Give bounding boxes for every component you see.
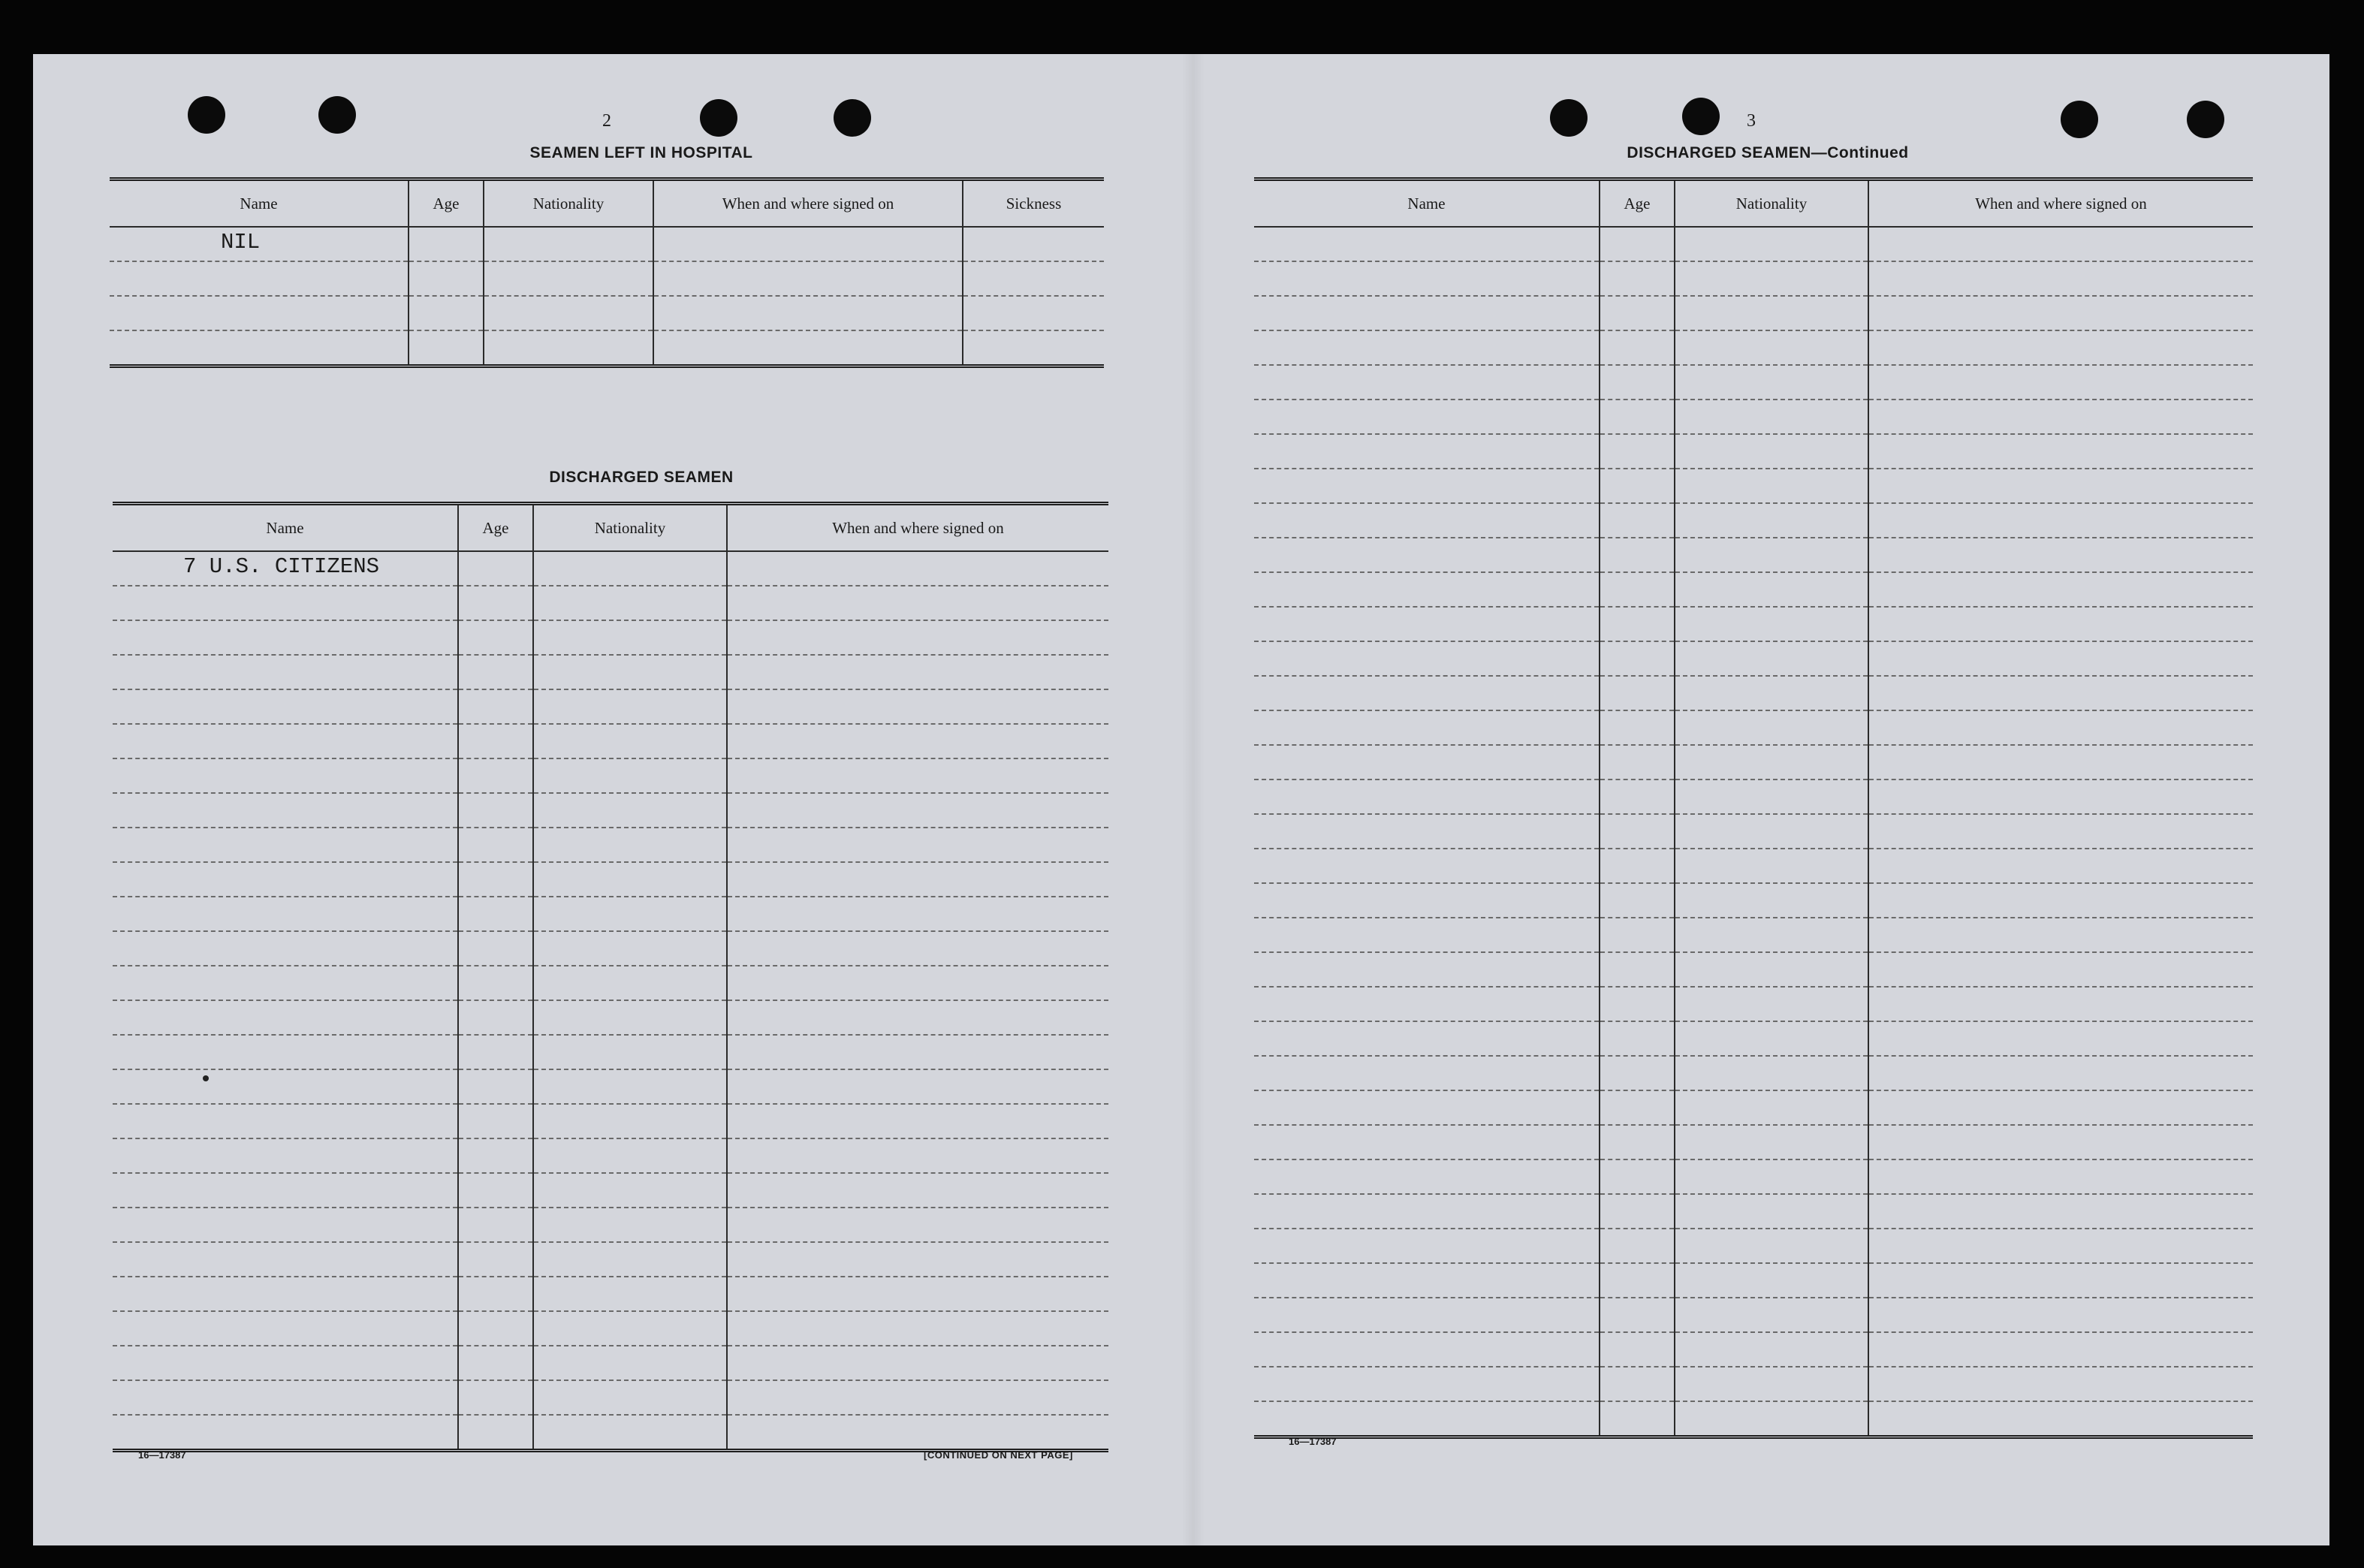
ink-dot xyxy=(203,1075,209,1081)
table-row xyxy=(1254,503,2253,538)
table-row xyxy=(1254,1056,2253,1090)
table-row xyxy=(1254,607,2253,641)
col-signed-on-header: When and where signed on xyxy=(653,179,963,228)
table-row xyxy=(1254,883,2253,918)
table-row xyxy=(1254,814,2253,849)
table-row xyxy=(1254,1367,2253,1401)
table-row xyxy=(1254,400,2253,434)
table-row xyxy=(113,1242,1108,1277)
table-row xyxy=(1254,641,2253,676)
table-row xyxy=(110,330,1104,366)
hospital-section-title: SEAMEN LEFT IN HOSPITAL xyxy=(529,144,753,161)
table-row xyxy=(1254,779,2253,814)
table-row xyxy=(1254,1159,2253,1194)
table-row xyxy=(1254,330,2253,365)
table-row xyxy=(1254,918,2253,952)
table-row xyxy=(1254,261,2253,296)
punch-hole xyxy=(1682,98,1720,135)
table-row xyxy=(110,261,1104,296)
punch-hole xyxy=(1550,99,1588,137)
table-row xyxy=(113,551,1108,586)
col-nationality-header: Nationality xyxy=(1675,179,1868,228)
table-row xyxy=(113,1000,1108,1035)
table-row xyxy=(1254,572,2253,607)
table-row xyxy=(1254,1263,2253,1298)
col-name-header: Name xyxy=(113,504,458,552)
table-row xyxy=(1254,1298,2253,1332)
table-row xyxy=(113,1415,1108,1451)
table-row xyxy=(113,1138,1108,1173)
punch-hole xyxy=(2061,101,2098,138)
col-nationality-header: Nationality xyxy=(484,179,653,228)
table-row xyxy=(1254,365,2253,400)
table-row xyxy=(113,620,1108,655)
table-row xyxy=(113,828,1108,862)
name-cell xyxy=(113,551,458,586)
table-row xyxy=(113,655,1108,689)
discharged-cont-table xyxy=(1254,177,2253,1439)
page-number-right: 3 xyxy=(1747,111,1756,131)
table-row xyxy=(113,724,1108,758)
form-code-left: 16—17387 xyxy=(138,1449,186,1461)
punch-hole xyxy=(2187,101,2224,138)
hospital-entry-name: NIL xyxy=(221,230,261,255)
discharged-section-title: DISCHARGED SEAMEN xyxy=(549,469,734,486)
document-sheet xyxy=(33,54,2329,1545)
punch-hole xyxy=(834,99,871,137)
table-row xyxy=(1254,1229,2253,1263)
col-age-header: Age xyxy=(1600,179,1675,228)
col-age-header: Age xyxy=(409,179,484,228)
table-row xyxy=(1254,1125,2253,1159)
table-row xyxy=(1254,227,2253,261)
table-row xyxy=(113,1035,1108,1069)
col-signed-on-header: When and where signed on xyxy=(1868,179,2253,228)
table-row xyxy=(1254,849,2253,883)
table-row xyxy=(1254,952,2253,987)
hospital-header-row xyxy=(110,179,1104,228)
table-row xyxy=(1254,1401,2253,1437)
col-name-header: Name xyxy=(1254,179,1600,228)
table-row xyxy=(113,966,1108,1000)
col-name-header: Name xyxy=(110,179,409,228)
table-row xyxy=(113,897,1108,931)
table-row xyxy=(1254,1332,2253,1367)
punch-hole xyxy=(318,96,356,134)
table-row xyxy=(1254,987,2253,1021)
name-cell xyxy=(110,227,409,261)
punch-hole xyxy=(700,99,737,137)
table-row xyxy=(1254,1021,2253,1056)
discharged-cont-title-main: DISCHARGED SEAMEN xyxy=(1627,144,1811,161)
table-row xyxy=(113,758,1108,793)
table-row xyxy=(1254,676,2253,710)
table-row xyxy=(1254,469,2253,503)
table-row xyxy=(113,689,1108,724)
col-signed-on-header: When and where signed on xyxy=(727,504,1108,552)
table-row xyxy=(1254,710,2253,745)
hospital-table xyxy=(110,177,1104,368)
page-fold xyxy=(1182,54,1205,1545)
table-row xyxy=(113,862,1108,897)
page-number-left: 2 xyxy=(602,111,611,131)
table-row xyxy=(113,1208,1108,1242)
discharged-cont-header-row xyxy=(1254,179,2253,228)
table-row xyxy=(1254,1194,2253,1229)
col-sickness-header: Sickness xyxy=(963,179,1104,228)
table-row xyxy=(110,227,1104,261)
table-row xyxy=(1254,745,2253,779)
table-row xyxy=(1254,1090,2253,1125)
table-row xyxy=(113,1277,1108,1311)
table-row xyxy=(113,1346,1108,1380)
discharged-cont-title-suffix: —Continued xyxy=(1811,144,1909,161)
discharged-entry-name: 7 U.S. CITIZENS xyxy=(183,554,380,579)
col-nationality-header: Nationality xyxy=(533,504,727,552)
table-row xyxy=(113,1380,1108,1415)
punch-hole xyxy=(188,96,225,134)
discharged-table xyxy=(113,502,1108,1452)
table-row xyxy=(113,1104,1108,1138)
form-code-right: 16—17387 xyxy=(1289,1436,1337,1447)
table-row xyxy=(110,296,1104,330)
table-row xyxy=(113,586,1108,620)
table-row xyxy=(113,931,1108,966)
table-row xyxy=(113,1069,1108,1104)
table-row xyxy=(1254,296,2253,330)
continued-note: [CONTINUED ON NEXT PAGE] xyxy=(924,1449,1073,1461)
discharged-cont-title xyxy=(1310,144,2226,162)
table-row xyxy=(113,1311,1108,1346)
col-age-header: Age xyxy=(458,504,533,552)
table-row xyxy=(1254,538,2253,572)
discharged-header-row xyxy=(113,504,1108,552)
table-row xyxy=(113,1173,1108,1208)
table-row xyxy=(113,793,1108,828)
table-row xyxy=(1254,434,2253,469)
